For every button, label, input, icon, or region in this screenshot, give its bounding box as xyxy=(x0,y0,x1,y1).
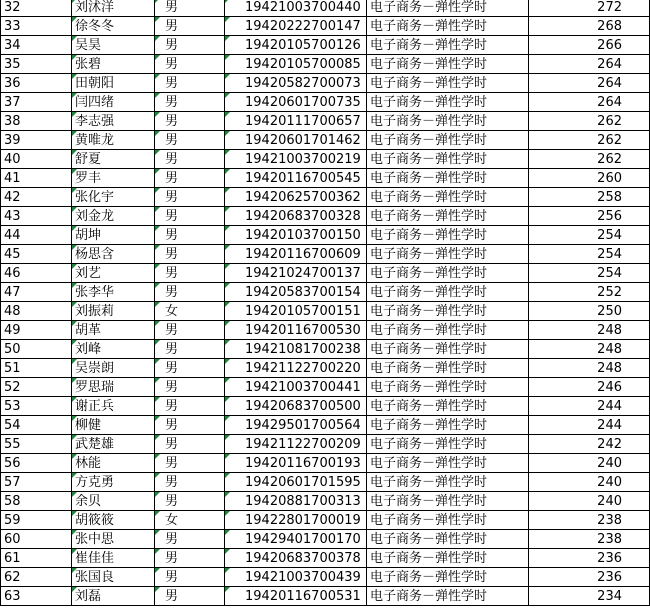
table-row[interactable] xyxy=(1,245,650,264)
cell-student-id[interactable]: 19420105700085 xyxy=(225,55,367,74)
cell-student-id[interactable]: 19420683700328 xyxy=(225,207,367,226)
cell-sex[interactable]: 男 xyxy=(155,454,225,473)
cell-score[interactable]: 254 xyxy=(529,245,650,264)
cell-name[interactable]: 田朝阳 xyxy=(72,74,155,93)
cell-name[interactable]: 舒夏 xyxy=(72,150,155,169)
cell-name[interactable]: 闫四绪 xyxy=(72,93,155,112)
cell-score[interactable]: 238 xyxy=(529,511,650,530)
table-row[interactable] xyxy=(1,302,650,321)
cell-sex[interactable]: 男 xyxy=(155,549,225,568)
cell-sex[interactable]: 男 xyxy=(155,169,225,188)
cell-number[interactable]: 35 xyxy=(1,55,72,74)
cell-number[interactable]: 36 xyxy=(1,74,72,93)
cell-sex[interactable]: 男 xyxy=(155,0,225,17)
cell-number[interactable]: 39 xyxy=(1,131,72,150)
cell-sex[interactable]: 男 xyxy=(155,131,225,150)
cell-name[interactable]: 胡坤 xyxy=(72,226,155,245)
cell-score[interactable]: 246 xyxy=(529,378,650,397)
table-row[interactable] xyxy=(1,131,650,150)
cell-student-id[interactable]: 19420105700126 xyxy=(225,36,367,55)
cell-score[interactable]: 262 xyxy=(529,131,650,150)
cell-score[interactable]: 254 xyxy=(529,264,650,283)
cell-student-id[interactable]: 19420222700147 xyxy=(225,17,367,36)
cell-student-id[interactable]: 19420105700151 xyxy=(225,302,367,321)
cell-score[interactable]: 240 xyxy=(529,454,650,473)
table-row[interactable] xyxy=(1,549,650,568)
table-row[interactable] xyxy=(1,169,650,188)
cell-score[interactable]: 244 xyxy=(529,416,650,435)
cell-score[interactable]: 238 xyxy=(529,530,650,549)
table-row[interactable] xyxy=(1,112,650,131)
cell-student-id[interactable]: 19421024700137 xyxy=(225,264,367,283)
cell-number[interactable]: 47 xyxy=(1,283,72,302)
cell-sex[interactable]: 男 xyxy=(155,587,225,606)
cell-major[interactable]: 电子商务－弹性学时 xyxy=(367,397,529,416)
cell-student-id[interactable]: 19420683700378 xyxy=(225,549,367,568)
cell-name[interactable]: 刘艺 xyxy=(72,264,155,283)
cell-name[interactable]: 刘磊 xyxy=(72,587,155,606)
cell-sex[interactable]: 男 xyxy=(155,188,225,207)
cell-score[interactable]: 264 xyxy=(529,55,650,74)
cell-sex[interactable]: 男 xyxy=(155,74,225,93)
cell-score[interactable]: 268 xyxy=(529,17,650,36)
cell-sex[interactable]: 男 xyxy=(155,207,225,226)
cell-student-id[interactable]: 19420116700545 xyxy=(225,169,367,188)
table-row[interactable] xyxy=(1,473,650,492)
cell-name[interactable]: 胡筱筱 xyxy=(72,511,155,530)
cell-major[interactable]: 电子商务－弹性学时 xyxy=(367,530,529,549)
cell-name[interactable]: 张李华 xyxy=(72,283,155,302)
cell-name[interactable]: 刘金龙 xyxy=(72,207,155,226)
cell-name[interactable]: 吴昊 xyxy=(72,36,155,55)
cell-sex[interactable]: 男 xyxy=(155,283,225,302)
cell-sex[interactable]: 男 xyxy=(155,321,225,340)
cell-name[interactable]: 余贝 xyxy=(72,492,155,511)
table-row[interactable] xyxy=(1,226,650,245)
table-row[interactable] xyxy=(1,74,650,93)
cell-student-id[interactable]: 19420625700362 xyxy=(225,188,367,207)
cell-number[interactable]: 40 xyxy=(1,150,72,169)
cell-student-id[interactable]: 19420116700530 xyxy=(225,321,367,340)
cell-score[interactable]: 264 xyxy=(529,93,650,112)
cell-student-id[interactable]: 19420103700150 xyxy=(225,226,367,245)
cell-name[interactable]: 崔佳佳 xyxy=(72,549,155,568)
table-row[interactable] xyxy=(1,359,650,378)
cell-sex[interactable]: 男 xyxy=(155,17,225,36)
cell-major[interactable]: 电子商务－弹性学时 xyxy=(367,36,529,55)
cell-number[interactable]: 63 xyxy=(1,587,72,606)
cell-name[interactable]: 张碧 xyxy=(72,55,155,74)
cell-name[interactable]: 罗丰 xyxy=(72,169,155,188)
cell-major[interactable]: 电子商务－弹性学时 xyxy=(367,587,529,606)
cell-number[interactable]: 51 xyxy=(1,359,72,378)
cell-student-id[interactable]: 19421003700440 xyxy=(225,0,367,17)
cell-sex[interactable]: 男 xyxy=(155,568,225,587)
cell-major[interactable]: 电子商务－弹性学时 xyxy=(367,435,529,454)
cell-score[interactable]: 236 xyxy=(529,549,650,568)
cell-score[interactable]: 240 xyxy=(529,492,650,511)
table-row[interactable] xyxy=(1,492,650,511)
cell-major[interactable]: 电子商务－弹性学时 xyxy=(367,264,529,283)
cell-score[interactable]: 266 xyxy=(529,36,650,55)
cell-sex[interactable]: 女 xyxy=(155,302,225,321)
cell-major[interactable]: 电子商务－弹性学时 xyxy=(367,511,529,530)
cell-number[interactable]: 37 xyxy=(1,93,72,112)
cell-score[interactable]: 262 xyxy=(529,150,650,169)
cell-major[interactable]: 电子商务－弹性学时 xyxy=(367,188,529,207)
cell-name[interactable]: 林能 xyxy=(72,454,155,473)
table-row[interactable] xyxy=(1,435,650,454)
table-row[interactable] xyxy=(1,188,650,207)
table-row[interactable] xyxy=(1,93,650,112)
cell-number[interactable]: 52 xyxy=(1,378,72,397)
cell-student-id[interactable]: 19421081700238 xyxy=(225,340,367,359)
cell-major[interactable]: 电子商务－弹性学时 xyxy=(367,378,529,397)
cell-number[interactable]: 53 xyxy=(1,397,72,416)
cell-student-id[interactable]: 19420583700154 xyxy=(225,283,367,302)
cell-student-id[interactable]: 19420582700073 xyxy=(225,74,367,93)
cell-score[interactable]: 240 xyxy=(529,473,650,492)
table-row[interactable] xyxy=(1,397,650,416)
cell-number[interactable]: 43 xyxy=(1,207,72,226)
table-row[interactable] xyxy=(1,530,650,549)
cell-sex[interactable]: 男 xyxy=(155,378,225,397)
cell-sex[interactable]: 男 xyxy=(155,340,225,359)
cell-student-id[interactable]: 19421003700439 xyxy=(225,568,367,587)
cell-name[interactable]: 张化宇 xyxy=(72,188,155,207)
table-row[interactable] xyxy=(1,55,650,74)
cell-major[interactable]: 电子商务－弹性学时 xyxy=(367,473,529,492)
cell-score[interactable]: 248 xyxy=(529,359,650,378)
cell-major[interactable]: 电子商务－弹性学时 xyxy=(367,454,529,473)
cell-number[interactable]: 42 xyxy=(1,188,72,207)
cell-major[interactable]: 电子商务－弹性学时 xyxy=(367,568,529,587)
cell-name[interactable]: 吴崇朗 xyxy=(72,359,155,378)
cell-number[interactable]: 60 xyxy=(1,530,72,549)
cell-number[interactable]: 57 xyxy=(1,473,72,492)
table-row[interactable] xyxy=(1,511,650,530)
cell-score[interactable]: 252 xyxy=(529,283,650,302)
cell-major[interactable]: 电子商务－弹性学时 xyxy=(367,93,529,112)
cell-major[interactable]: 电子商务－弹性学时 xyxy=(367,131,529,150)
cell-score[interactable]: 254 xyxy=(529,226,650,245)
cell-score[interactable]: 248 xyxy=(529,321,650,340)
cell-score[interactable]: 234 xyxy=(529,587,650,606)
cell-sex[interactable]: 男 xyxy=(155,530,225,549)
cell-sex[interactable]: 男 xyxy=(155,36,225,55)
table-row[interactable] xyxy=(1,378,650,397)
cell-major[interactable]: 电子商务－弹性学时 xyxy=(367,340,529,359)
cell-number[interactable]: 44 xyxy=(1,226,72,245)
cell-sex[interactable]: 男 xyxy=(155,150,225,169)
cell-major[interactable]: 电子商务－弹性学时 xyxy=(367,416,529,435)
cell-sex[interactable]: 男 xyxy=(155,359,225,378)
cell-number[interactable]: 59 xyxy=(1,511,72,530)
cell-major[interactable]: 电子商务－弹性学时 xyxy=(367,112,529,131)
cell-student-id[interactable]: 19420601701462 xyxy=(225,131,367,150)
table-row[interactable] xyxy=(1,17,650,36)
cell-student-id[interactable]: 19421003700441 xyxy=(225,378,367,397)
cell-sex[interactable]: 男 xyxy=(155,264,225,283)
cell-student-id[interactable]: 19422801700019 xyxy=(225,511,367,530)
cell-major[interactable]: 电子商务－弹性学时 xyxy=(367,169,529,188)
cell-name[interactable]: 刘沭洋 xyxy=(72,0,155,17)
cell-student-id[interactable]: 19420116700609 xyxy=(225,245,367,264)
cell-number[interactable]: 48 xyxy=(1,302,72,321)
cell-major[interactable]: 电子商务－弹性学时 xyxy=(367,302,529,321)
cell-name[interactable]: 柳健 xyxy=(72,416,155,435)
cell-name[interactable]: 张国良 xyxy=(72,568,155,587)
table-row[interactable] xyxy=(1,568,650,587)
cell-score[interactable]: 264 xyxy=(529,74,650,93)
cell-major[interactable]: 电子商务－弹性学时 xyxy=(367,74,529,93)
cell-name[interactable]: 方克勇 xyxy=(72,473,155,492)
cell-number[interactable]: 56 xyxy=(1,454,72,473)
cell-name[interactable]: 李志强 xyxy=(72,112,155,131)
table-row[interactable] xyxy=(1,340,650,359)
cell-number[interactable]: 61 xyxy=(1,549,72,568)
cell-sex[interactable]: 男 xyxy=(155,93,225,112)
cell-sex[interactable]: 男 xyxy=(155,397,225,416)
cell-student-id[interactable]: 19420111700657 xyxy=(225,112,367,131)
cell-major[interactable]: 电子商务－弹性学时 xyxy=(367,283,529,302)
table-row[interactable] xyxy=(1,207,650,226)
cell-major[interactable]: 电子商务－弹性学时 xyxy=(367,549,529,568)
cell-name[interactable]: 刘峰 xyxy=(72,340,155,359)
cell-sex[interactable]: 女 xyxy=(155,511,225,530)
cell-major[interactable]: 电子商务－弹性学时 xyxy=(367,207,529,226)
cell-number[interactable]: 45 xyxy=(1,245,72,264)
table-row[interactable] xyxy=(1,321,650,340)
cell-score[interactable]: 258 xyxy=(529,188,650,207)
table-row[interactable] xyxy=(1,264,650,283)
cell-number[interactable]: 46 xyxy=(1,264,72,283)
cell-major[interactable]: 电子商务－弹性学时 xyxy=(367,0,529,17)
cell-sex[interactable]: 男 xyxy=(155,435,225,454)
table-row[interactable] xyxy=(1,587,650,606)
cell-student-id[interactable]: 19420601700735 xyxy=(225,93,367,112)
table-row[interactable] xyxy=(1,454,650,473)
cell-number[interactable]: 49 xyxy=(1,321,72,340)
cell-student-id[interactable]: 19429401700170 xyxy=(225,530,367,549)
cell-number[interactable]: 41 xyxy=(1,169,72,188)
cell-name[interactable]: 黄唯龙 xyxy=(72,131,155,150)
cell-major[interactable]: 电子商务－弹性学时 xyxy=(367,359,529,378)
table-row[interactable] xyxy=(1,36,650,55)
cell-name[interactable]: 徐冬冬 xyxy=(72,17,155,36)
cell-score[interactable]: 236 xyxy=(529,568,650,587)
cell-major[interactable]: 电子商务－弹性学时 xyxy=(367,226,529,245)
cell-name[interactable]: 杨思含 xyxy=(72,245,155,264)
cell-number[interactable]: 38 xyxy=(1,112,72,131)
cell-student-id[interactable]: 19421003700219 xyxy=(225,150,367,169)
cell-student-id[interactable]: 19421122700220 xyxy=(225,359,367,378)
cell-score[interactable]: 248 xyxy=(529,340,650,359)
table-row[interactable] xyxy=(1,150,650,169)
cell-student-id[interactable]: 19420683700500 xyxy=(225,397,367,416)
table-row[interactable] xyxy=(1,283,650,302)
cell-number[interactable]: 50 xyxy=(1,340,72,359)
cell-score[interactable]: 256 xyxy=(529,207,650,226)
cell-major[interactable]: 电子商务－弹性学时 xyxy=(367,321,529,340)
cell-score[interactable]: 260 xyxy=(529,169,650,188)
cell-major[interactable]: 电子商务－弹性学时 xyxy=(367,245,529,264)
table-row[interactable] xyxy=(1,0,650,17)
cell-name[interactable]: 谢正兵 xyxy=(72,397,155,416)
cell-number[interactable]: 58 xyxy=(1,492,72,511)
cell-student-id[interactable]: 19429501700564 xyxy=(225,416,367,435)
cell-sex[interactable]: 男 xyxy=(155,492,225,511)
cell-number[interactable]: 33 xyxy=(1,17,72,36)
cell-major[interactable]: 电子商务－弹性学时 xyxy=(367,150,529,169)
cell-number[interactable]: 55 xyxy=(1,435,72,454)
cell-number[interactable]: 34 xyxy=(1,36,72,55)
table-row[interactable] xyxy=(1,416,650,435)
cell-student-id[interactable]: 19420601701595 xyxy=(225,473,367,492)
cell-sex[interactable]: 男 xyxy=(155,416,225,435)
cell-major[interactable]: 电子商务－弹性学时 xyxy=(367,17,529,36)
cell-score[interactable]: 262 xyxy=(529,112,650,131)
cell-name[interactable]: 罗思瑞 xyxy=(72,378,155,397)
cell-sex[interactable]: 男 xyxy=(155,112,225,131)
table-body xyxy=(1,0,650,606)
cell-student-id[interactable]: 19420881700313 xyxy=(225,492,367,511)
cell-number[interactable]: 54 xyxy=(1,416,72,435)
cell-score[interactable]: 244 xyxy=(529,397,650,416)
cell-student-id[interactable]: 19421122700209 xyxy=(225,435,367,454)
cell-number[interactable]: 62 xyxy=(1,568,72,587)
cell-sex[interactable]: 男 xyxy=(155,245,225,264)
cell-score[interactable]: 242 xyxy=(529,435,650,454)
cell-major[interactable]: 电子商务－弹性学时 xyxy=(367,492,529,511)
cell-major[interactable]: 电子商务－弹性学时 xyxy=(367,55,529,74)
cell-name[interactable]: 刘振莉 xyxy=(72,302,155,321)
cell-name[interactable]: 武楚雄 xyxy=(72,435,155,454)
cell-sex[interactable]: 男 xyxy=(155,226,225,245)
cell-number[interactable]: 32 xyxy=(1,0,72,17)
cell-name[interactable]: 胡革 xyxy=(72,321,155,340)
cell-student-id[interactable]: 19420116700193 xyxy=(225,454,367,473)
cell-sex[interactable]: 男 xyxy=(155,55,225,74)
cell-name[interactable]: 张中思 xyxy=(72,530,155,549)
cell-student-id[interactable]: 19420116700531 xyxy=(225,587,367,606)
cell-score[interactable]: 250 xyxy=(529,302,650,321)
cell-score[interactable]: 272 xyxy=(529,0,650,17)
cell-sex[interactable]: 男 xyxy=(155,473,225,492)
